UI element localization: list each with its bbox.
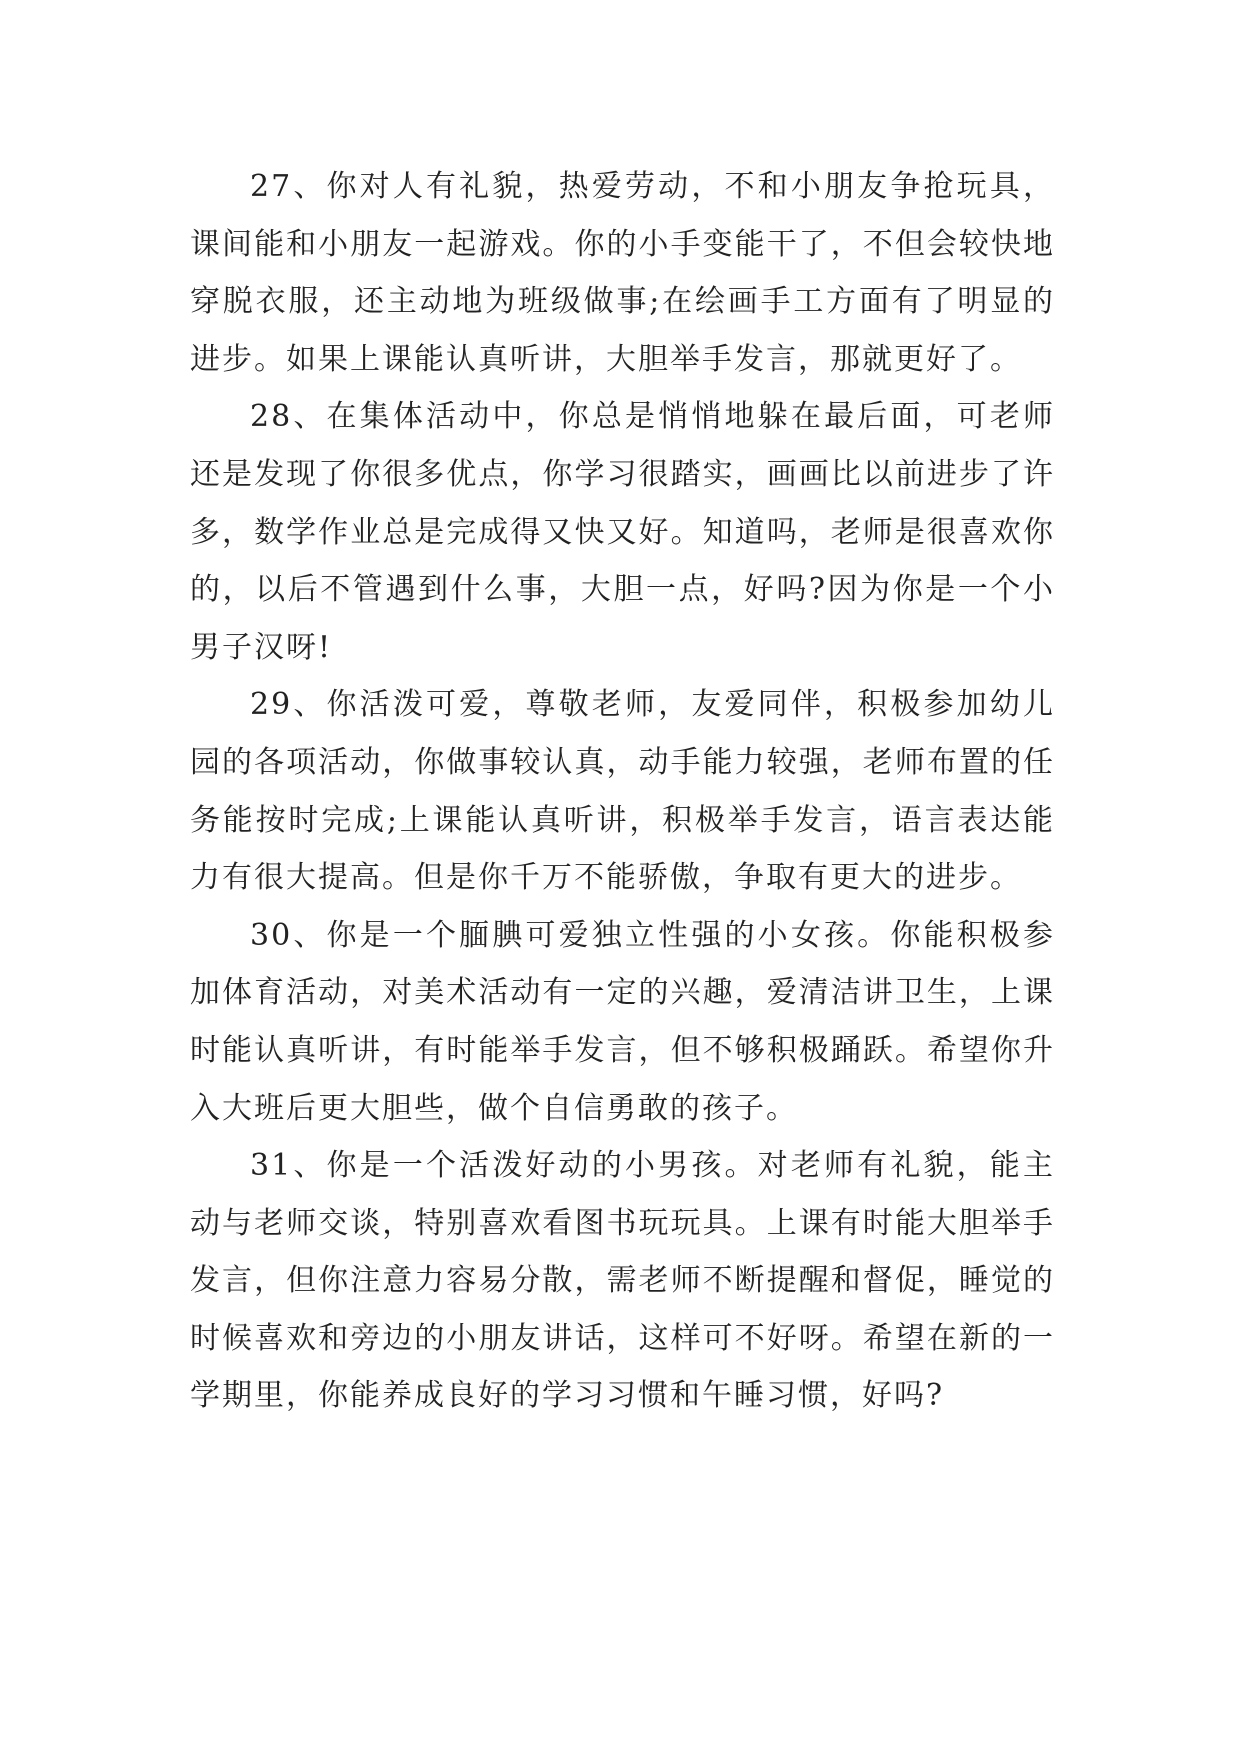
- paragraph-29: 29、你活泼可爱，尊敬老师，友爱同伴，积极参加幼儿园的各项活动，你做事较认真，动手能力较强，老师布置的任务能按时完成;上课能认真听讲，积极举手发言，语言表达能力有很大提高。但是你千万不能骄傲，争取有更大的进步。: [190, 687, 1055, 896]
- paragraph-30: 30、你是一个腼腆可爱独立性强的小女孩。你能积极参加体育活动，对美术活动有一定的兴趣，爱清洁讲卫生，上课时能认真听讲，有时能举手发言，但不够积极踊跃。希望你升入大班后更大胆些，做个自信勇敢的孩子。: [190, 917, 1055, 1126]
- paragraph-28: 28、在集体活动中，你总是悄悄地躲在最后面，可老师还是发现了你很多优点，你学习很踏实，画画比以前进步了许多，数学作业总是完成得又快又好。知道吗，老师是很喜欢你的，以后不管遇到什么事，大胆一点，好吗?因为你是一个小男子汉呀!: [190, 399, 1055, 665]
- paragraph-31: 31、你是一个活泼好动的小男孩。对老师有礼貌，能主动与老师交谈，特别喜欢看图书玩玩具。上课有时能大胆举手发言，但你注意力容易分散，需老师不断提醒和督促，睡觉的时候喜欢和旁边的小朋友讲话，这样可不好呀。希望在新的一学期里，你能养成良好的学习习惯和午睡习惯，好吗?: [190, 1148, 1055, 1414]
- document-body: [190, 158, 1055, 1425]
- paragraph-27: 27、你对人有礼貌，热爱劳动，不和小朋友争抢玩具，课间能和小朋友一起游戏。你的小手变能干了，不但会较快地穿脱衣服，还主动地为班级做事;在绘画手工方面有了明显的进步。如果上课能认真听讲，大胆举手发言，那就更好了。: [190, 169, 1055, 377]
